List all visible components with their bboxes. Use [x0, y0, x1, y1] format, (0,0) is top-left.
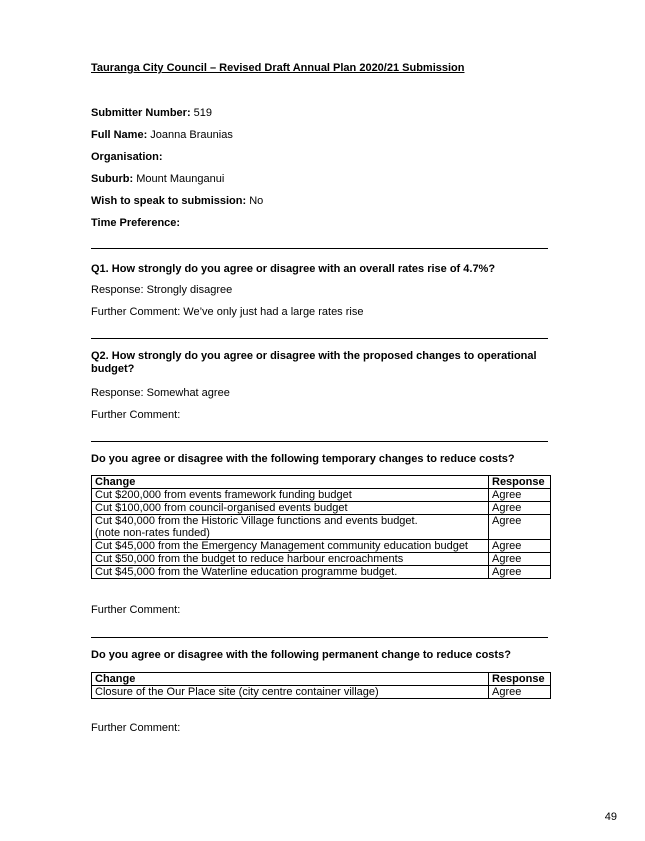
permanent-comment: Further Comment: — [91, 722, 181, 734]
divider — [91, 441, 548, 442]
field-label: Time Preference: — [91, 217, 181, 229]
table-row — [92, 553, 551, 566]
response-cell: Agree — [489, 553, 551, 566]
full-name-row — [91, 129, 233, 142]
table-row — [92, 566, 551, 579]
submitter-number-row — [91, 107, 212, 120]
field-label: Submitter Number: — [91, 107, 191, 119]
wish-to-speak-row — [91, 195, 263, 208]
table-header-row — [92, 673, 551, 686]
q1-response: Response: Strongly disagree — [91, 284, 233, 296]
field-label: Full Name: — [91, 129, 148, 141]
divider — [91, 338, 548, 339]
response-cell: Agree — [489, 489, 551, 502]
response-cell: Agree — [489, 515, 551, 540]
q2-comment: Further Comment: — [91, 409, 181, 421]
response-cell: Agree — [489, 566, 551, 579]
change-cell: Cut $45,000 from the Waterline education programme budget. — [92, 566, 489, 579]
field-label: Wish to speak to submission: — [91, 195, 247, 207]
table-row — [92, 686, 551, 699]
page-number: 49 — [604, 811, 617, 823]
response-cell: Agree — [489, 540, 551, 553]
field-label: Suburb: — [91, 173, 134, 185]
temporary-comment: Further Comment: — [91, 604, 181, 616]
divider — [91, 637, 548, 638]
response-cell: Agree — [489, 502, 551, 515]
table-row — [92, 502, 551, 515]
change-cell: Cut $40,000 from the Historic Village functions and events budget. (note non-rates funded) — [92, 515, 489, 540]
header-response: Response — [489, 673, 551, 686]
change-cell: Cut $50,000 from the budget to reduce harbour encroachments — [92, 553, 489, 566]
q1-question: Q1. How strongly do you agree or disagree with an overall rates rise of 4.7%? — [91, 263, 496, 275]
q1-comment: Further Comment: We’ve only just had a large rates rise — [91, 306, 364, 318]
field-label: Organisation: — [91, 151, 163, 163]
suburb-row — [91, 173, 224, 186]
temporary-question: Do you agree or disagree with the following temporary changes to reduce costs? — [91, 453, 515, 465]
divider — [91, 248, 548, 249]
table-header-row — [92, 476, 551, 489]
field-value: No — [246, 195, 264, 207]
change-cell: Closure of the Our Place site (city centre container village) — [92, 686, 489, 699]
header-change: Change — [92, 673, 489, 686]
change-cell: Cut $200,000 from events framework funding budget — [92, 489, 489, 502]
table-row — [92, 515, 551, 540]
table-row — [92, 489, 551, 502]
header-response: Response — [489, 476, 551, 489]
field-value: 519 — [190, 107, 213, 119]
q2-response: Response: Somewhat agree — [91, 387, 230, 399]
organisation-row — [91, 151, 163, 164]
permanent-question: Do you agree or disagree with the following permanent change to reduce costs? — [91, 649, 511, 661]
document-title: Tauranga City Council – Revised Draft Annual Plan 2020/21 Submission — [91, 62, 465, 74]
change-cell: Cut $100,000 from council-organised events budget — [92, 502, 489, 515]
q2-question: Q2. How strongly do you agree or disagree with the proposed changes to operational budget? — [91, 350, 537, 375]
time-preference-row — [91, 217, 180, 230]
change-cell: Cut $45,000 from the Emergency Management community education budget — [92, 540, 489, 553]
field-value: Joanna Braunias — [147, 129, 233, 141]
permanent-changes-table — [91, 672, 551, 699]
response-cell: Agree — [489, 686, 551, 699]
header-change: Change — [92, 476, 489, 489]
table-row — [92, 540, 551, 553]
temporary-changes-table — [91, 475, 551, 579]
field-value: Mount Maunganui — [133, 173, 225, 185]
